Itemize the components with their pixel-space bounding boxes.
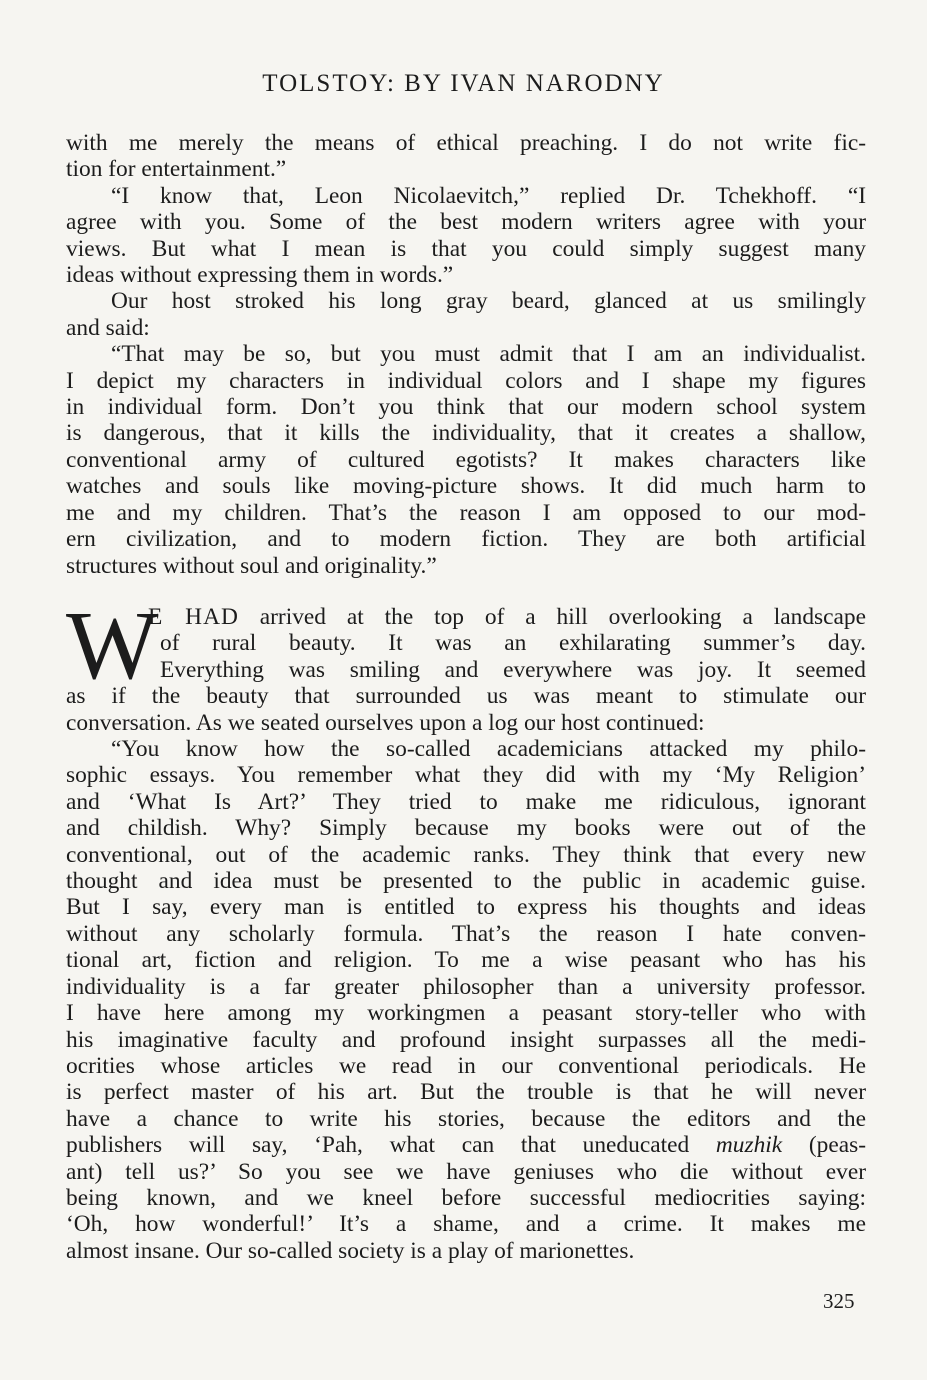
text-line: have a chance to write his stories, because the editors and the bbox=[66, 1105, 866, 1132]
text-line: as if the beauty that surrounded us was meant to stimulate our bbox=[66, 683, 866, 710]
text-line: I depict my characters in individual colors and I shape my figures bbox=[66, 367, 866, 394]
text-line: ‘Oh, how wonderful!’ It’s a shame, and a crime. It makes me bbox=[66, 1211, 866, 1238]
page-number: 325 bbox=[823, 1289, 855, 1313]
running-header: TOLSTOY: BY IVAN NARODNY bbox=[262, 70, 665, 97]
text-line: conventional, out of the academic ranks. They think that every new bbox=[66, 841, 866, 868]
text-line: ideas without expressing them in words.” bbox=[66, 262, 454, 289]
text-line: agree with you. Some of the best modern writers agree with your bbox=[66, 209, 866, 236]
text-line: I have here among my workingmen a peasant story-teller who with bbox=[66, 1000, 866, 1027]
text-line: “I know that, Leon Nicolaevitch,” replied Dr. Tchekhoff. “I bbox=[111, 182, 866, 209]
text-line: thought and idea must be presented to the public in academic guise. bbox=[66, 868, 866, 895]
text-line: Our host stroked his long gray beard, glanced at us smilingly bbox=[111, 288, 866, 315]
text-line: ern civilization, and to modern fiction. They are both artificial bbox=[66, 526, 866, 553]
text-line: his imaginative faculty and profound insight surpasses all the medi- bbox=[66, 1026, 866, 1053]
text-line: watches and souls like moving-picture shows. It did much harm to bbox=[66, 473, 866, 500]
text-line: being known, and we kneel before successful mediocrities saying: bbox=[66, 1184, 866, 1211]
text-line: But I say, every man is entitled to express his thoughts and ideas bbox=[66, 894, 866, 921]
text-line: ant) tell us?’ So you see we have geniuses who die without ever bbox=[66, 1158, 866, 1185]
text-line: with me merely the means of ethical preaching. I do not write fic- bbox=[66, 130, 866, 156]
italic-word: muzhik bbox=[715, 1132, 783, 1159]
text-line: conventional army of cultured egotists? It makes characters like bbox=[66, 446, 866, 473]
text-fragment: (peas- bbox=[782, 1132, 866, 1159]
text-line: is dangerous, that it kills the individuality, that it creates a shallow, bbox=[66, 420, 866, 447]
text-line bbox=[66, 604, 866, 630]
text-line: in individual form. Don’t you think that our modern school system bbox=[66, 394, 866, 421]
paragraph-block-1 bbox=[66, 130, 866, 579]
drop-cap: W bbox=[66, 592, 159, 700]
text-fragment: arrived at the top of a hill overlooking a landscape bbox=[238, 604, 867, 630]
text-line: and ‘What Is Art?’ They tried to make me ridiculous, ignorant bbox=[66, 788, 866, 815]
lead-in-smallcaps: E HAD bbox=[148, 604, 239, 630]
text-line: sophic essays. You remember what they did with my ‘My Religion’ bbox=[66, 762, 866, 789]
text-line: almost insane. Our so-called society is a play of marionettes. bbox=[66, 1237, 635, 1264]
text-line bbox=[66, 1132, 866, 1158]
text-line: “You know how the so-called academicians attacked my philo- bbox=[111, 736, 866, 763]
text-line: and childish. Why? Simply because my books were out of the bbox=[66, 815, 866, 842]
text-line: “That may be so, but you must admit that I am an individualist. bbox=[111, 341, 866, 368]
text-line: conversation. As we seated ourselves upon a log our host continued: bbox=[66, 709, 705, 736]
text-line: tion for entertainment.” bbox=[66, 156, 287, 183]
text-line: individuality is a far greater philosopher than a university professor. bbox=[66, 973, 866, 1000]
text-line: tional art, fiction and religion. To me a wise peasant who has his bbox=[66, 947, 866, 974]
text-line: and said: bbox=[66, 314, 150, 341]
text-line: views. But what I mean is that you could simply suggest many bbox=[66, 235, 866, 262]
text-line: of rural beauty. It was an exhilarating summer’s day. bbox=[160, 630, 866, 657]
text-line: without any scholarly formula. That’s the reason I hate conven- bbox=[66, 920, 866, 947]
paragraph-block-2 bbox=[66, 592, 867, 1264]
text-line: ocrities whose articles we read in our conventional periodicals. He bbox=[66, 1052, 866, 1079]
text-line: Everything was smiling and everywhere was joy. It seemed bbox=[160, 656, 866, 683]
text-line: structures without soul and originality.” bbox=[66, 552, 437, 579]
text-line: is perfect master of his art. But the trouble is that he will never bbox=[66, 1079, 866, 1106]
text-fragment: publishers will say, ‘Pah, what can that uneducated bbox=[66, 1132, 716, 1159]
text-line: me and my children. That’s the reason I am opposed to our mod- bbox=[66, 499, 866, 526]
